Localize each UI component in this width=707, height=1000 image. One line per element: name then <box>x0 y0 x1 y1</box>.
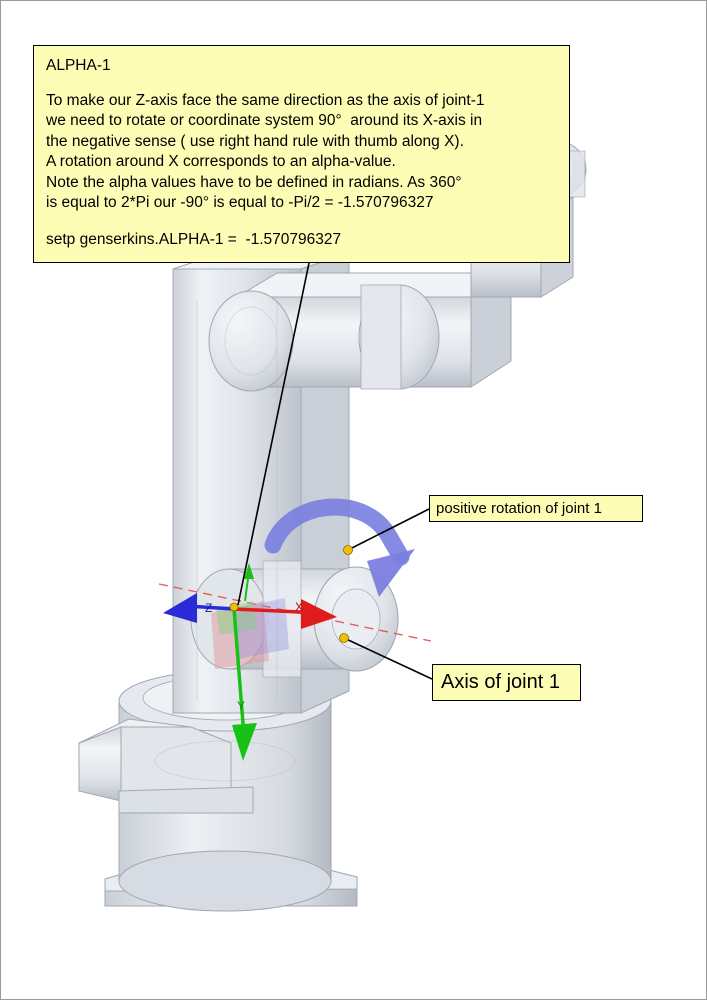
alpha-note-line-6: is equal to 2*Pi our -90° is equal to -Pi/2 = -1.570796327 <box>46 194 434 211</box>
x-axis-label: X <box>295 600 304 614</box>
origin-marker-dot <box>230 603 238 611</box>
positive-rotation-label: positive rotation of joint 1 <box>429 495 643 522</box>
rotation-marker-dot <box>344 546 353 555</box>
alpha-note-line-1: To make our Z-axis face the same direction as the axis of joint-1 <box>46 91 485 109</box>
alpha-note-line-3: the negative sense ( use right hand rule with thumb along X). <box>46 132 464 150</box>
alpha-note-setp-command: setp genserkins.ALPHA-1 = -1.570796327 <box>46 230 342 248</box>
alpha-note-title: ALPHA-1 <box>46 57 111 74</box>
alpha-note-line-5: Note the alpha values have to be defined in radians. As 360° <box>46 173 462 191</box>
axis-of-joint-label: Axis of joint 1 <box>432 664 581 701</box>
alpha-note-line-2: we need to rotate or coordinate system 90° around its X-axis in <box>46 112 483 129</box>
z-axis-label: Z <box>205 601 213 615</box>
y-axis-label: Y <box>237 699 246 713</box>
alpha-note-callout <box>33 45 570 263</box>
axis-marker-dot <box>340 634 349 643</box>
alpha-note-line-4: A rotation around X corresponds to an alpha-value. <box>46 153 396 170</box>
